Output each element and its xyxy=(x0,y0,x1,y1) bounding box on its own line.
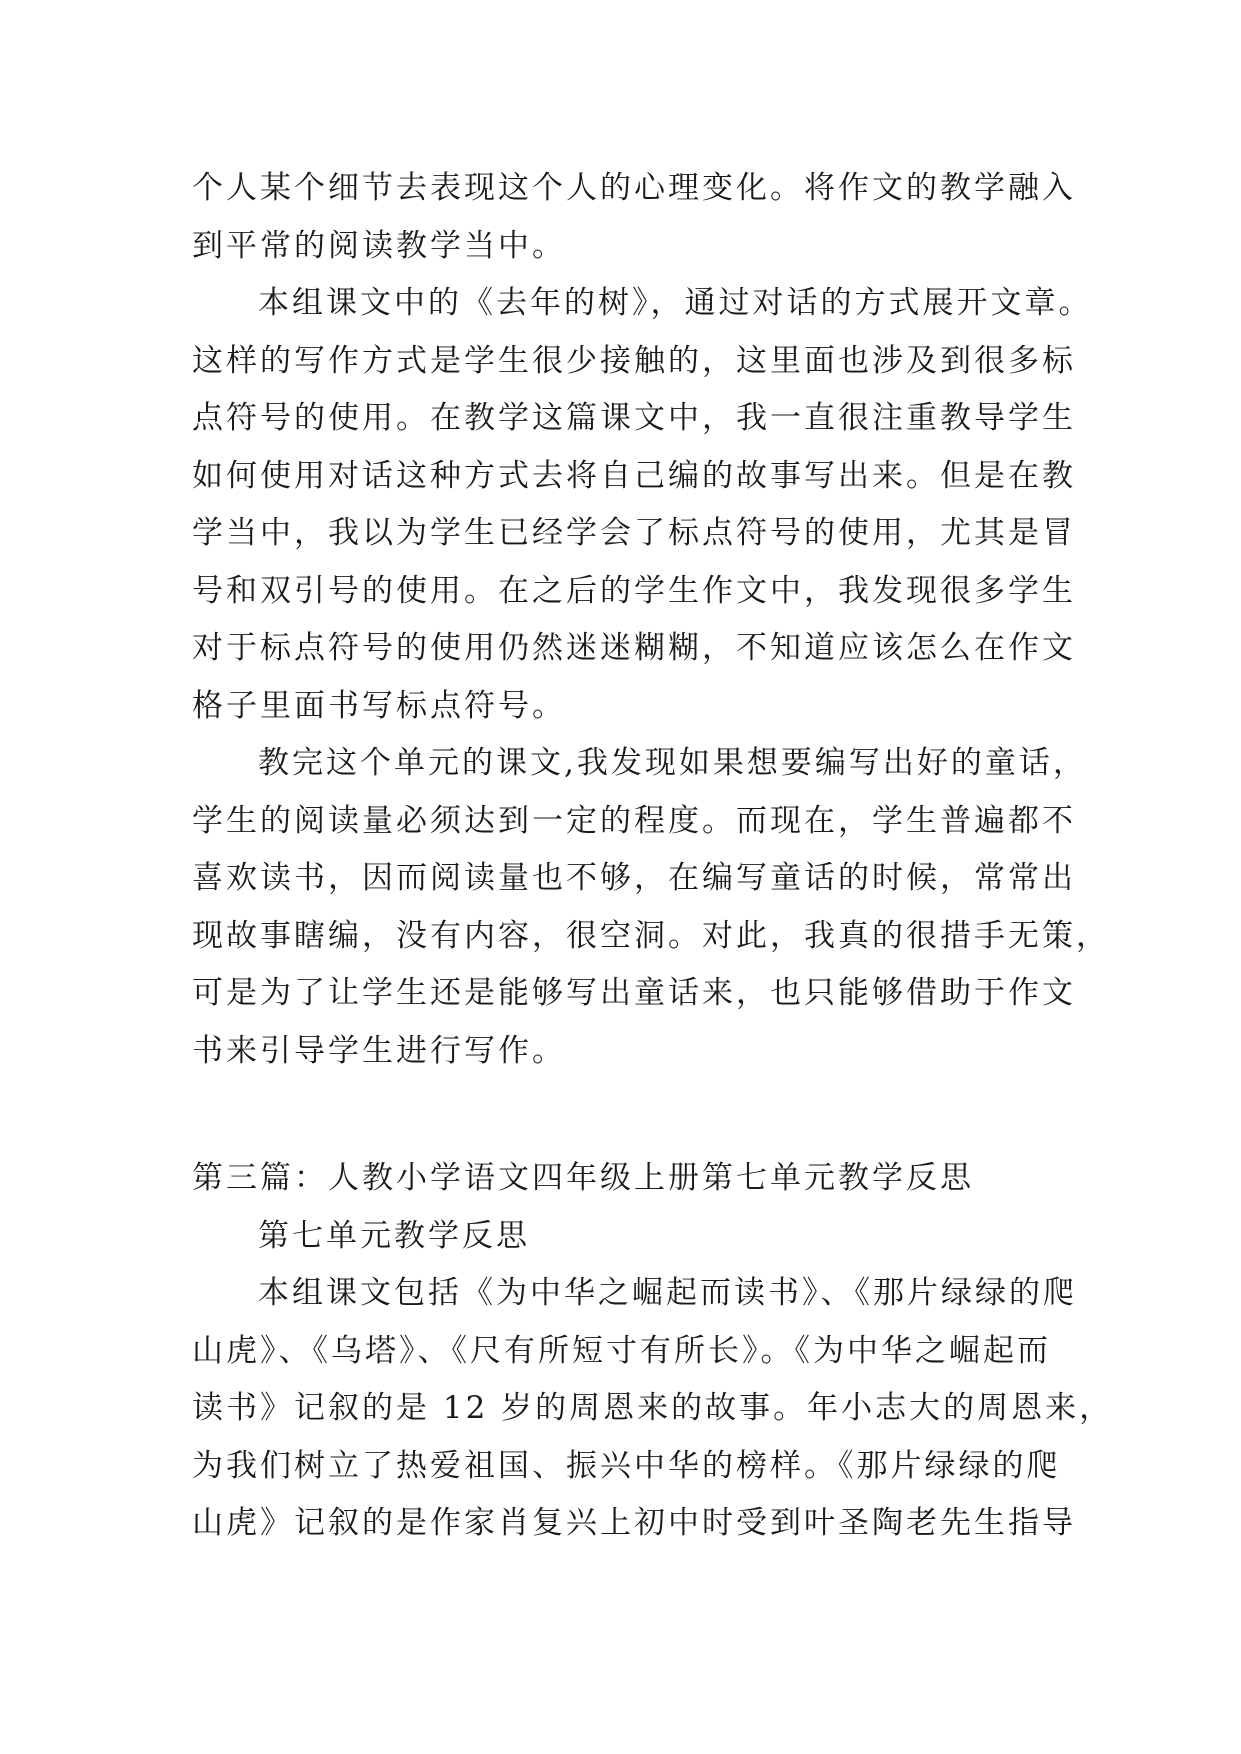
text-line: 到平常的阅读教学当中。 xyxy=(192,227,566,264)
text-line: 本组课文中的《去年的树》，通过对话的方式展开文章。 xyxy=(258,285,1093,321)
text-line: 对于标点符号的使用仍然迷迷糊糊，不知道应该怎么在作文 xyxy=(192,630,1076,666)
text-line: 号和双引号的使用。在之后的学生作文中，我发现很多学生 xyxy=(192,572,1076,609)
text-line: 第七单元教学反思 xyxy=(258,1217,530,1254)
text-line: 为我们树立了热爱祖国、振兴中华的榜样。《那片绿绿的爬 xyxy=(192,1447,1061,1484)
text-line: 点符号的使用。在教学这篇课文中，我一直很注重教导学生 xyxy=(192,400,1076,436)
text-line: 读书》记叙的是 12 岁的周恩来的故事。年小志大的周恩来， xyxy=(192,1390,1114,1426)
text-line: 书来引导学生进行写作。 xyxy=(192,1032,566,1069)
text-line: 本组课文包括《为中华之崛起而读书》、《那片绿绿的爬 xyxy=(258,1275,1077,1311)
text-line: 可是为了让学生还是能够写出童话来，也只能够借助于作文 xyxy=(192,975,1076,1011)
text-line: 喜欢读书，因而阅读量也不够，在编写童话的时候，常常出 xyxy=(192,860,1076,896)
text-line: 第三篇：人教小学语文四年级上册第七单元教学反思 xyxy=(192,1160,974,1196)
body-text-lower xyxy=(192,1150,1114,1553)
text-line: 山虎》记叙的是作家肖复兴上初中时受到叶圣陶老先生指导 xyxy=(192,1505,1076,1541)
text-line: 现故事瞎编，没有内容，很空洞。对此，我真的很措手无策， xyxy=(192,917,1110,954)
body-text-upper xyxy=(192,160,1110,1080)
text-line: 学当中，我以为学生已经学会了标点符号的使用，尤其是冒 xyxy=(192,515,1076,551)
text-line: 个人某个细节去表现这个人的心理变化。将作文的教学融入 xyxy=(192,170,1076,206)
text-line: 这样的写作方式是学生很少接触的，这里面也涉及到很多标 xyxy=(192,342,1076,379)
text-line: 学生的阅读量必须达到一定的程度。而现在，学生普遍都不 xyxy=(192,802,1076,839)
text-line: 山虎》、《乌塔》、《尺有所短寸有所长》。《为中华之崛起而 xyxy=(192,1332,1051,1369)
text-line: 如何使用对话这种方式去将自己编的故事写出来。但是在教 xyxy=(192,457,1076,494)
text-line: 教完这个单元的课文,我发现如果想要编写出好的童话， xyxy=(258,745,1087,781)
text-line: 格子里面书写标点符号。 xyxy=(192,687,566,724)
